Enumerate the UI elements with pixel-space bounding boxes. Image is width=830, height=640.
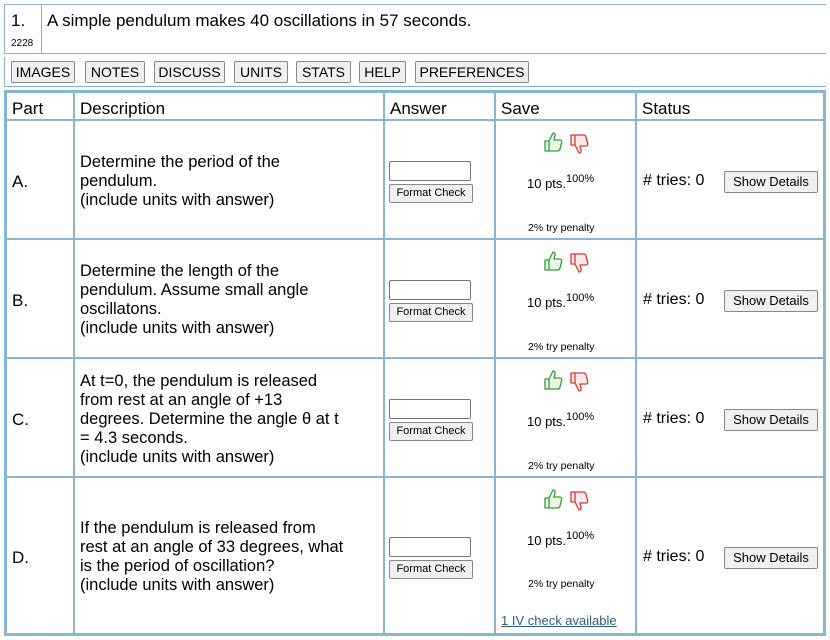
row-b-status-cell (636, 239, 824, 358)
row-c-answer-cell (384, 358, 495, 477)
row-a-status-cell (636, 120, 824, 239)
part-label: D. (12, 548, 29, 567)
points-value: 10 pts.$^{100\%}$ (527, 530, 595, 548)
points-value: 10 pts.$^{100\%}$ (527, 292, 595, 310)
preferences-button[interactable]: PREFERENCES (415, 61, 529, 83)
problem-number: 1. (11, 11, 26, 30)
answer-input[interactable] (389, 280, 471, 300)
rating-thumbs (542, 368, 592, 394)
show-details-button[interactable]: Show Details (724, 171, 818, 193)
row-c-part-cell (6, 358, 74, 477)
images-button[interactable]: IMAGES (11, 61, 75, 83)
row-b-description-cell (74, 239, 384, 358)
thumbs-down-icon[interactable] (568, 251, 590, 275)
try-penalty: 2% try penalty (528, 578, 595, 590)
row-c-save-cell (495, 358, 636, 477)
part-description: Determine the length of the pendulum. Assume small angle oscillatons. (include units with answer) (80, 262, 309, 337)
points-percent: 100% (566, 292, 595, 304)
row-a-save-cell (495, 120, 636, 239)
part-label: B. (12, 291, 29, 310)
part-description: Determine the period of the pendulum. (include units with answer) (80, 153, 280, 209)
thumbs-down-icon[interactable] (568, 132, 590, 156)
row-c-status-cell (636, 358, 824, 477)
points-value: 10 pts.$^{100\%}$ (527, 173, 595, 191)
header-answer: Answer (384, 92, 495, 120)
try-penalty: 2% try penalty (528, 460, 595, 472)
tries-count: # tries: 0 (643, 548, 705, 565)
problem-id: 2228 (11, 38, 34, 49)
iv-check-link[interactable]: 1 IV check available (501, 613, 617, 628)
row-b-save-cell (495, 239, 636, 358)
rating-thumbs (542, 249, 592, 275)
discuss-button[interactable]: DISCUSS (154, 61, 225, 83)
show-details-button[interactable]: Show Details (724, 409, 818, 431)
row-c-description-cell (74, 358, 384, 477)
points-percent: 100% (566, 530, 595, 542)
format-check-button[interactable]: Format Check (389, 560, 473, 579)
points-percent: 100% (566, 173, 595, 185)
answer-input[interactable] (389, 399, 471, 419)
thumbs-up-icon[interactable] (542, 487, 564, 511)
try-penalty: 2% try penalty (528, 341, 595, 353)
format-check-button[interactable]: Format Check (389, 422, 473, 441)
part-description: If the pendulum is released from rest at an angle of 33 degrees, what is the period of oscillation? (include units with answer) (80, 519, 344, 594)
units-button[interactable]: UNITS (234, 61, 288, 83)
problem-text: A simple pendulum makes 40 oscillations in 57 seconds. (47, 11, 472, 30)
thumbs-up-icon[interactable] (542, 249, 564, 273)
header-save: Save (495, 92, 636, 120)
show-details-button[interactable]: Show Details (724, 547, 818, 569)
points-value: 10 pts.$^{100\%}$ (527, 411, 595, 429)
row-d-description-cell (74, 477, 384, 634)
rating-thumbs (542, 487, 592, 513)
rating-thumbs (542, 130, 592, 156)
points-percent: 100% (566, 411, 595, 423)
thumbs-down-icon[interactable] (568, 370, 590, 394)
thumbs-up-icon[interactable] (542, 368, 564, 392)
stats-button[interactable]: STATS (296, 61, 351, 83)
part-description: At t=0, the pendulum is released from rest at an angle of +13 degrees. Determine the angle θ at t = 4.3 seconds. (include units with answer) (80, 372, 339, 466)
part-label: A. (12, 172, 29, 191)
problem-header (4, 4, 826, 54)
notes-button[interactable]: NOTES (85, 61, 145, 83)
row-a-answer-cell (384, 120, 495, 239)
show-details-button[interactable]: Show Details (724, 290, 818, 312)
format-check-button[interactable]: Format Check (389, 184, 473, 203)
answer-input[interactable] (389, 161, 471, 181)
try-penalty: 2% try penalty (528, 222, 595, 234)
answer-input[interactable] (389, 537, 471, 557)
tries-count: # tries: 0 (643, 291, 705, 308)
row-d-save-cell (495, 477, 636, 634)
thumbs-up-icon[interactable] (542, 130, 564, 154)
row-d-status-cell (636, 477, 824, 634)
format-check-button[interactable]: Format Check (389, 303, 473, 322)
header-description: Description (74, 92, 384, 120)
parts-table (4, 90, 826, 636)
row-d-part-cell (6, 477, 74, 634)
problem-number-box (5, 5, 42, 53)
row-b-part-cell (6, 239, 74, 358)
tries-count: # tries: 0 (643, 172, 705, 189)
row-d-answer-cell (384, 477, 495, 634)
problem-toolbar (4, 57, 826, 87)
tries-count: # tries: 0 (643, 410, 705, 427)
help-button[interactable]: HELP (359, 61, 406, 83)
header-part: Part (6, 92, 74, 120)
thumbs-down-icon[interactable] (568, 489, 590, 513)
header-status: Status (636, 92, 824, 120)
row-a-description-cell (74, 120, 384, 239)
row-b-answer-cell (384, 239, 495, 358)
row-a-part-cell (6, 120, 74, 239)
part-label: C. (12, 410, 29, 429)
